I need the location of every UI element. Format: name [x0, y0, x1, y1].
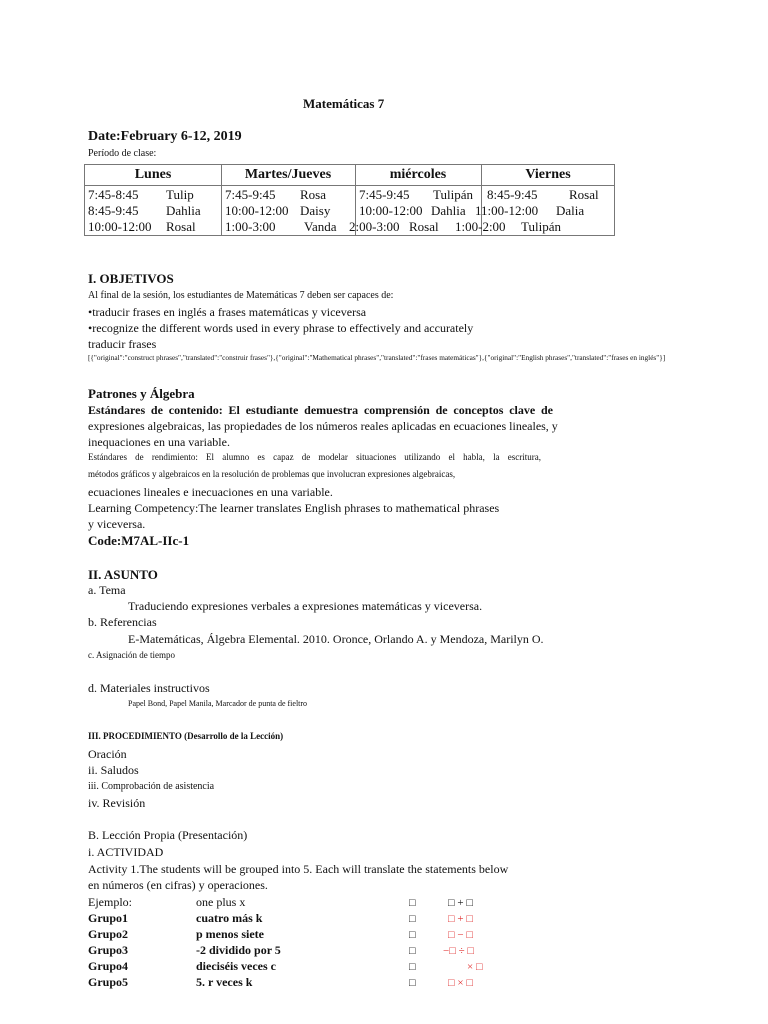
performance-standard-line-1: Estándares de rendimiento: El alumno es capaz de modelar situaciones utilizando el habla, la escritura,	[88, 452, 541, 462]
grupo2-phrase: p menos siete	[196, 927, 264, 941]
grupo5-phrase: 5. r veces k	[196, 975, 253, 989]
grupo3-phrase: -2 dividido por 5	[196, 943, 281, 957]
grupo2-box-icon: □	[409, 929, 416, 941]
lunes-section-1: Tulip	[166, 187, 194, 202]
asunto-c-label: c. Asignación de tiempo	[88, 650, 175, 660]
grupo4-phrase: dieciséis veces c	[196, 959, 276, 973]
example-label: Ejemplo:	[88, 895, 132, 909]
grupo5-expression: □ × □	[448, 977, 473, 989]
asunto-a-text: Traduciendo expresiones verbales a expresiones matemáticas y viceversa.	[128, 599, 483, 613]
activity-line-2: en números (en cifras) y operaciones.	[88, 878, 268, 892]
grupo3-expression: −□ ÷ □	[443, 945, 475, 957]
viernes-time-1: 8:45-9:45	[487, 187, 538, 202]
grupo5-box-icon: □	[409, 977, 416, 989]
lunes-section-3: Rosal	[166, 219, 196, 234]
martes-time-1: 7:45-9:45	[225, 187, 276, 202]
viernes-section-3: Tulipán	[521, 219, 561, 234]
header-martes-jueves: Martes/Jueves	[244, 167, 332, 182]
grupo1-label: Grupo1	[88, 911, 129, 925]
grupo4-label: Grupo4	[88, 959, 129, 973]
grupo1-expression: □ + □	[448, 913, 473, 925]
procedimiento-item-3: iii. Comprobación de asistencia	[88, 781, 215, 792]
viernes-section-2: Dalia	[556, 203, 585, 218]
performance-standard-line-3: ecuaciones lineales e inecuaciones en una variable.	[88, 485, 333, 499]
objetivo-bullet-2: •recognize the different words used in every phrase to effectively and accurately	[88, 321, 474, 335]
grupo2-label: Grupo2	[88, 927, 129, 941]
grupo1-box-icon: □	[409, 913, 416, 925]
miercoles-section-2: Dahlia	[431, 203, 466, 218]
example-expression: □ + □	[448, 897, 473, 909]
viernes-section-1: Rosal	[569, 187, 599, 202]
period-label: Período de clase:	[88, 148, 157, 159]
asunto-d-label: d. Materiales instructivos	[88, 681, 210, 695]
procedimiento-item-1: Oración	[88, 747, 127, 761]
miercoles-time-2: 10:00-12:00	[359, 203, 423, 218]
grupo2-expression: □ − □	[448, 929, 473, 941]
objetivo-bullet-1: •traducir frases en inglés a frases matemáticas y viceversa	[88, 305, 367, 319]
objetivos-heading: I. OBJETIVOS	[88, 271, 174, 286]
procedimiento-item-2: ii. Saludos	[88, 763, 139, 777]
miercoles-time-3: 2:00-3:00	[349, 219, 400, 234]
asunto-b-label: b. Referencias	[88, 615, 157, 629]
grupo1-phrase: cuatro más k	[196, 911, 263, 925]
competency-line-2: y viceversa.	[88, 517, 146, 531]
procedimiento-heading: III. PROCEDIMIENTO (Desarrollo de la Lección)	[88, 731, 284, 741]
page-title: Matemáticas 7	[303, 96, 385, 111]
leccion-heading: B. Lección Propia (Presentación)	[88, 828, 248, 842]
date-line: Date:February 6-12, 2019	[88, 129, 242, 144]
miercoles-section-3: Rosal	[409, 219, 439, 234]
objetivos-intro: Al final de la sesión, los estudiantes de Matemáticas 7 deben ser capaces de:	[88, 290, 394, 301]
martes-time-2: 10:00-12:00	[225, 203, 289, 218]
martes-section-1: Rosa	[300, 187, 326, 202]
content-standard-line-1: Estándares de contenido: El estudiante demuestra comprensión de conceptos clave de	[88, 403, 553, 417]
actividad-heading: i. ACTIVIDAD	[88, 845, 164, 859]
viernes-time-2: 11:00-12:00	[475, 203, 539, 218]
grupo4-expression: × □	[467, 961, 483, 973]
miercoles-time-1: 7:45-9:45	[359, 187, 410, 202]
lunes-time-3: 10:00-12:00	[88, 219, 152, 234]
asunto-d-text: Papel Bond, Papel Manila, Marcador de punta de fieltro	[128, 699, 308, 708]
competency-code: Code:M7AL-IIc-1	[88, 533, 190, 548]
martes-time-3: 1:00-3:00	[225, 219, 276, 234]
patrones-heading: Patrones y Álgebra	[88, 386, 195, 401]
grupo3-box-icon: □	[409, 945, 416, 957]
martes-section-2: Daisy	[300, 203, 331, 218]
header-viernes: Viernes	[525, 167, 571, 182]
raw-json-line: [{"original":"construct phrases","translated":"construir frases"},{"original":"Mathematical phrases","translated":"frases matemáticas"},{"original":"English phrases","translated":"frases en inglés"}]	[88, 353, 666, 362]
lunes-time-1: 7:45-8:45	[88, 187, 139, 202]
grupo5-label: Grupo5	[88, 975, 129, 989]
viernes-time-3: 1:00-2:00	[455, 219, 506, 234]
procedimiento-item-4: iv. Revisión	[88, 796, 146, 810]
header-lunes: Lunes	[134, 167, 172, 182]
martes-section-3: Vanda	[304, 219, 337, 234]
header-miercoles: miércoles	[389, 167, 447, 182]
example-phrase: one plus x	[196, 895, 246, 909]
activity-line-1: Activity 1.The students will be grouped into 5. Each will translate the statements below	[88, 862, 509, 876]
miercoles-section-1: Tulipán	[433, 187, 473, 202]
grupo4-box-icon: □	[409, 961, 416, 973]
objetivo-bullet-2-cont: traducir frases	[88, 337, 157, 351]
content-standard-line-3: inequaciones en una variable.	[88, 435, 230, 449]
content-standard-line-2: expresiones algebraicas, las propiedades de los números reales aplicadas en ecuaciones lineales, y	[88, 419, 558, 433]
performance-standard-line-2: métodos gráficos y algebraicos en la resolución de problemas que involucran expresiones algebraicas,	[88, 469, 456, 479]
asunto-b-text: E-Matemáticas, Álgebra Elemental. 2010. Oronce, Orlando A. y Mendoza, Marilyn O.	[128, 632, 544, 646]
lunes-section-2: Dahlia	[166, 203, 201, 218]
example-box-icon: □	[409, 897, 416, 909]
grupo3-label: Grupo3	[88, 943, 129, 957]
asunto-a-label: a. Tema	[88, 583, 126, 597]
asunto-heading: II. ASUNTO	[88, 567, 158, 582]
competency-line-1: Learning Competency:The learner translates English phrases to mathematical phrases	[88, 501, 500, 515]
lunes-time-2: 8:45-9:45	[88, 203, 139, 218]
schedule-table	[84, 164, 615, 236]
